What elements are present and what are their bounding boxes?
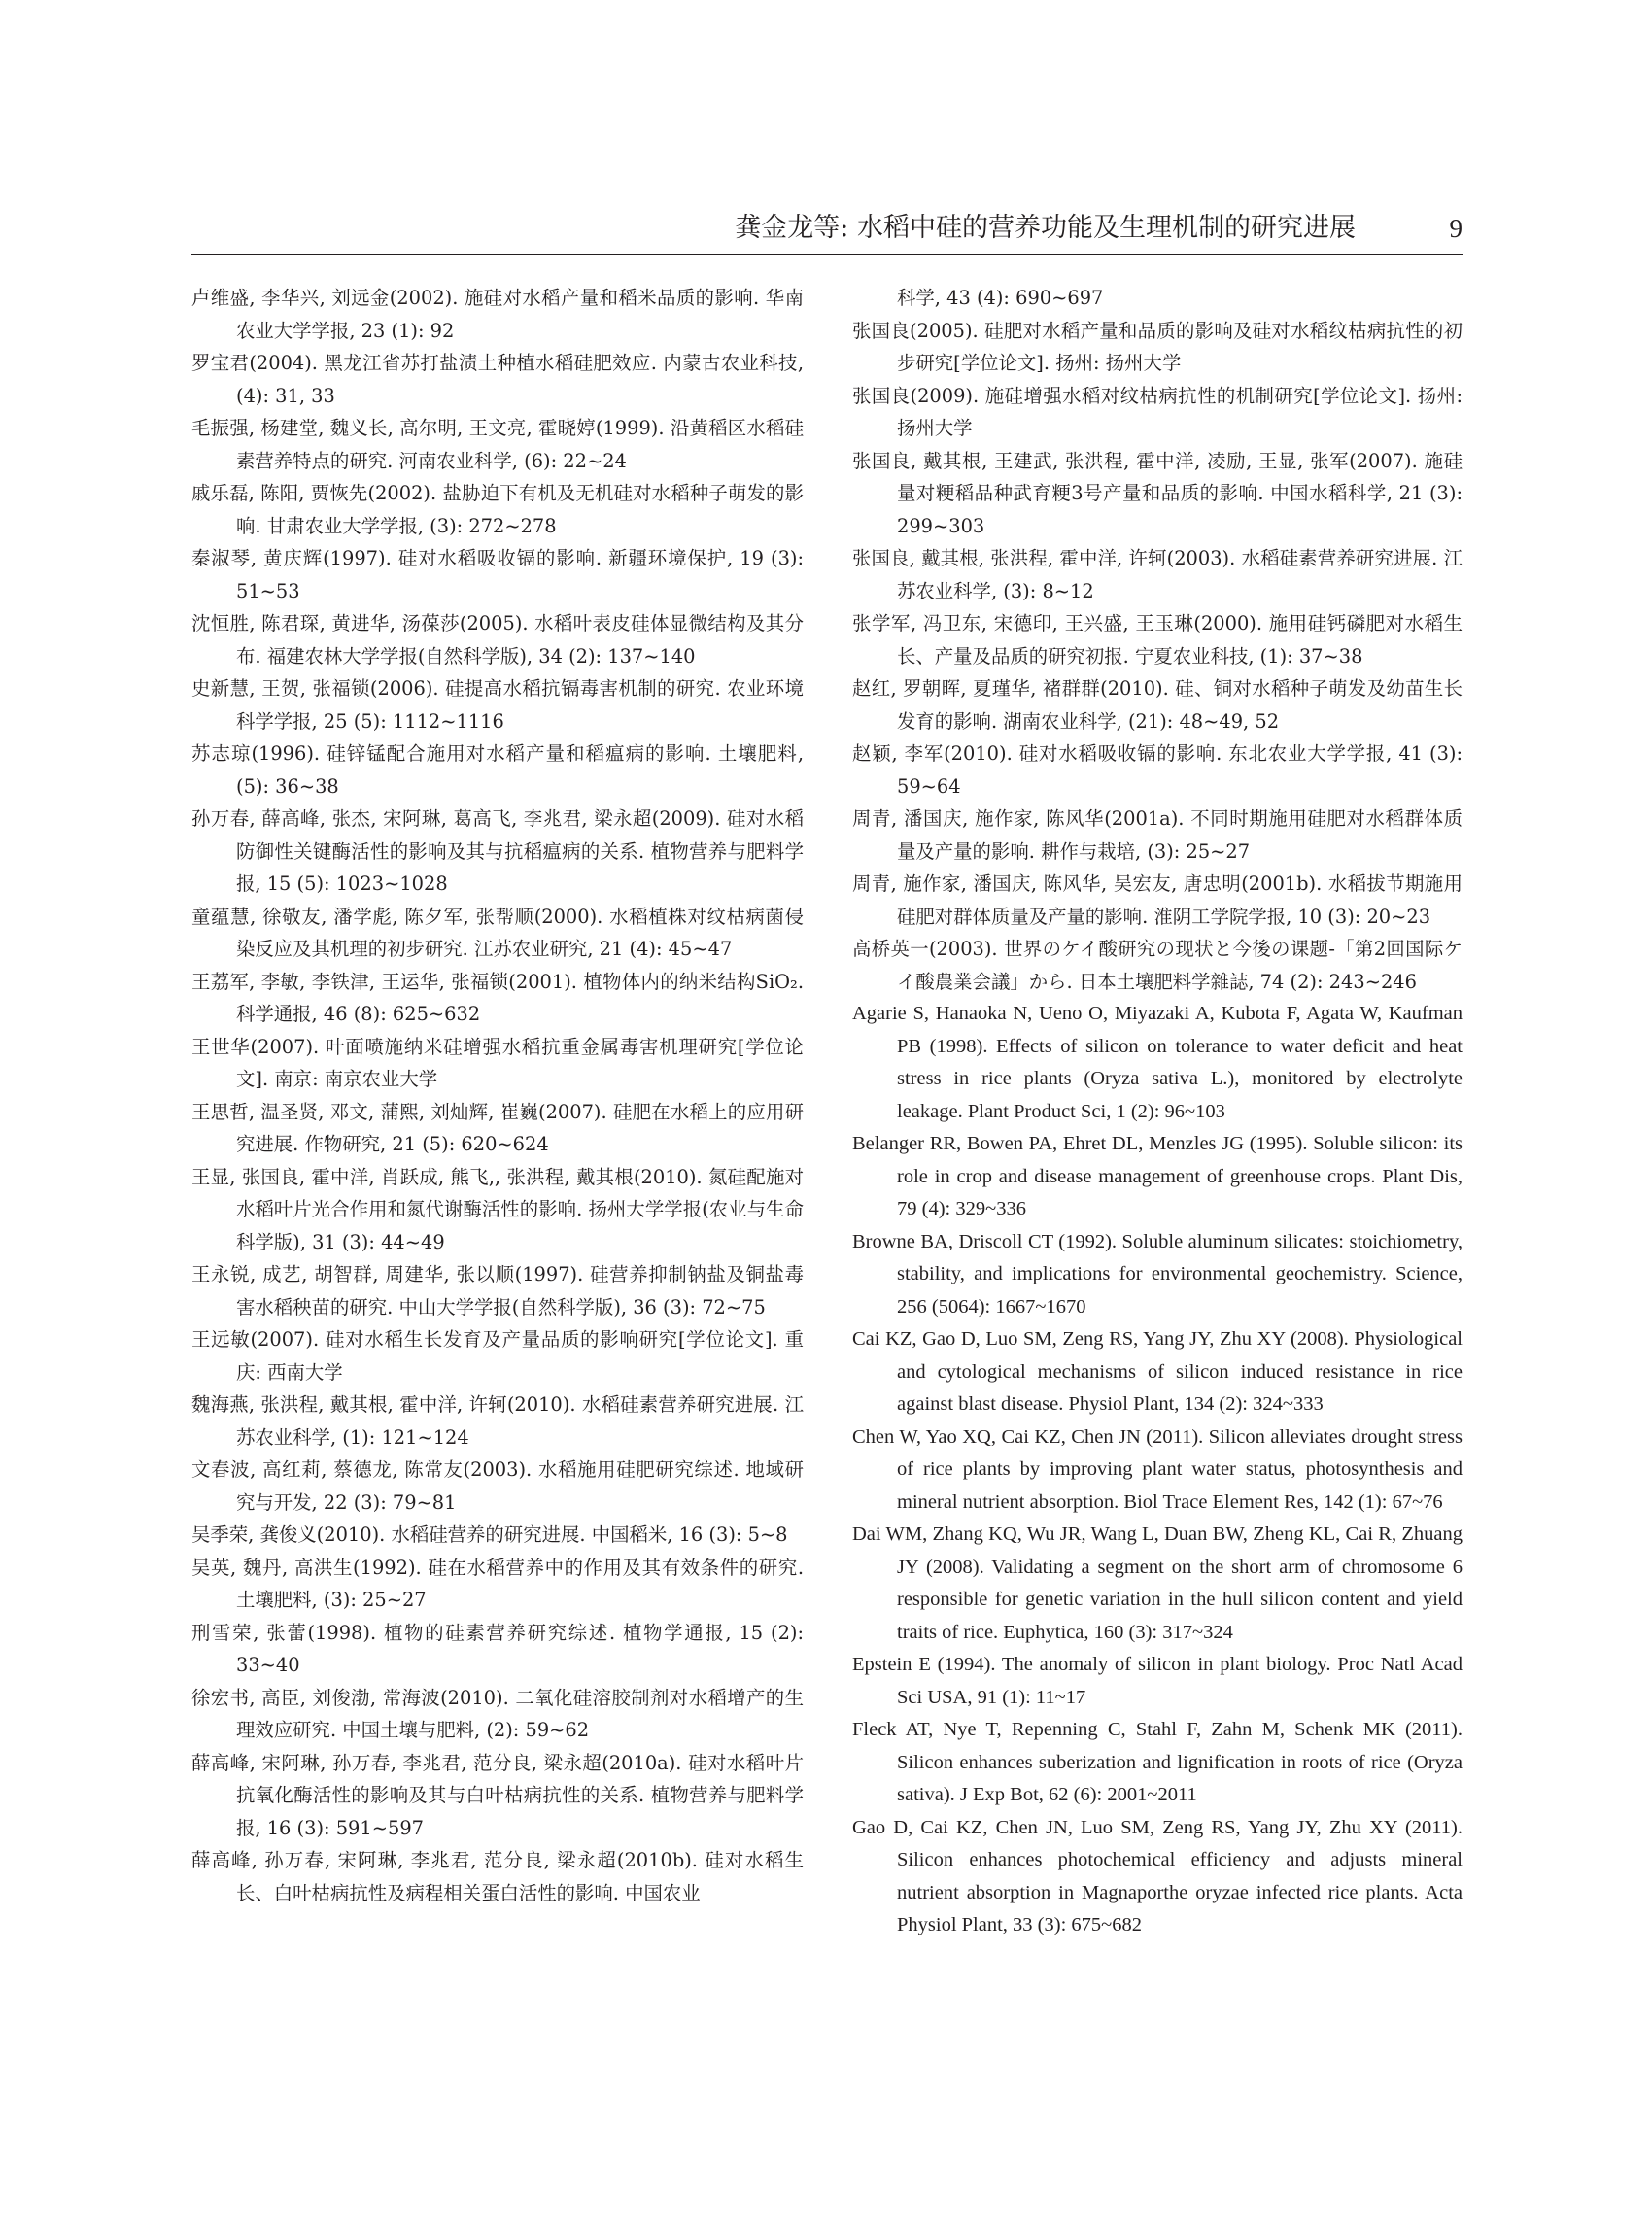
reference-entry: 苏志琼(1996). 硅锌锰配合施用对水稻产量和稻瘟病的影响. 土壤肥料, (5): 36~38 bbox=[191, 742, 804, 798]
reference-entry: 王世华(2007). 叶面喷施纳米硅增强水稻抗重金属毒害机理研究[学位论文]. 南京: 南京农业大学 bbox=[191, 1035, 804, 1090]
reference-entry: Dai WM, Zhang KQ, Wu JR, Wang L, Duan BW, Zheng KL, Cai R, Zhuang JY (2008). Validating a segment on the short arm of chromosome 6 responsible for genetic variation in the hull silicon content and yield traits of rice. Euphytica, 160 (3): 317~324 bbox=[852, 1524, 1463, 1643]
reference-continuation: 科学, 43 (4): 690~697 bbox=[897, 287, 1104, 309]
reference-entry: Gao D, Cai KZ, Chen JN, Luo SM, Zeng RS, Yang JY, Zhu XY (2011). Silicon enhances photochemical efficiency and adjusts mineral nutrient absorption in Magnaporthe oryzae infected rice plants. Acta Physiol Plant, 33 (3): 675~682 bbox=[852, 1816, 1463, 1935]
reference-entry: 周青, 潘国庆, 施作家, 陈风华(2001a). 不同时期施用硅肥对水稻群体质量及产量的影响. 耕作与栽培, (3): 25~27 bbox=[852, 807, 1463, 863]
reference-entry: 吴季荣, 龚俊义(2010). 水稻硅营养的研究进展. 中国稻米, 16 (3): 5~8 bbox=[191, 1524, 788, 1546]
reference-entry: 文春波, 高红莉, 蔡德龙, 陈常友(2003). 水稻施用硅肥研究综述. 地域研究与开发, 22 (3): 79~81 bbox=[191, 1458, 804, 1514]
reference-entry: 张国良, 戴其根, 张洪程, 霍中洋, 许轲(2003). 水稻硅素营养研究进展. 江苏农业科学, (3): 8~12 bbox=[852, 547, 1463, 602]
reference-entry: 毛振强, 杨建堂, 魏义长, 高尔明, 王文亮, 霍晓婷(1999). 沿黄稻区水稻硅素营养特点的研究. 河南农业科学, (6): 22~24 bbox=[191, 417, 804, 472]
reference-entry: 刑雪荣, 张蕾(1998). 植物的硅素营养研究综述. 植物学通报, 15 (2): 33~40 bbox=[191, 1621, 804, 1676]
reference-entry: 张国良, 戴其根, 王建武, 张洪程, 霍中洋, 凌励, 王显, 张军(2007). 施硅量对粳稻品种武育粳3号产量和品质的影响. 中国水稻科学, 21 (3): 299~303 bbox=[852, 449, 1463, 537]
reference-entry: 薛高峰, 孙万春, 宋阿琳, 李兆君, 范分良, 梁永超(2010b). 硅对水稻生长、白叶枯病抗性及病程相关蛋白活性的影响. 中国农业 bbox=[191, 1849, 804, 1904]
reference-entry: 张国良(2009). 施硅增强水稻对纹枯病抗性的机制研究[学位论文]. 扬州: 扬州大学 bbox=[852, 384, 1463, 439]
reference-entry: 王永锐, 成艺, 胡智群, 周建华, 张以顺(1997). 硅营养抑制钠盐及铜盐毒害水稻秧苗的研究. 中山大学学报(自然科学版), 36 (3): 72~75 bbox=[191, 1263, 804, 1318]
reference-entry: 戚乐磊, 陈阳, 贾恢先(2002). 盐胁迫下有机及无机硅对水稻种子萌发的影响. 甘肃农业大学学报, (3): 272~278 bbox=[191, 482, 804, 537]
reference-entry: 吴英, 魏丹, 高洪生(1992). 硅在水稻营养中的作用及其有效条件的研究. 土壤肥料, (3): 25~27 bbox=[191, 1556, 804, 1611]
reference-entry: 徐宏书, 高臣, 刘俊渤, 常海波(2010). 二氧化硅溶胶制剂对水稻增产的生理效应研究. 中国土壤与肥料, (2): 59~62 bbox=[191, 1686, 804, 1741]
references-right-column bbox=[852, 282, 1463, 1942]
running-title: 龚金龙等: 水稻中硅的营养功能及生理机制的研究进展 bbox=[735, 213, 1356, 243]
page-number: 9 bbox=[1449, 214, 1463, 243]
reference-entry: 王远敏(2007). 硅对水稻生长发育及产量品质的影响研究[学位论文]. 重庆: 西南大学 bbox=[191, 1328, 804, 1384]
reference-entry: 赵颖, 李军(2010). 硅对水稻吸收镉的影响. 东北农业大学学报, 41 (3): 59~64 bbox=[852, 742, 1463, 798]
reference-entry: Browne BA, Driscoll CT (1992). Soluble aluminum silicates: stoichiometry, stability, and implications for environmental geochemistry. Science, 256 (5064): 1667~1670 bbox=[852, 1230, 1463, 1318]
reference-entry: 王显, 张国良, 霍中洋, 肖跃成, 熊飞,, 张洪程, 戴其根(2010). 氮硅配施对水稻叶片光合作用和氮代谢酶活性的影响. 扬州大学学报(农业与生命科学版), 31 (3): 44~49 bbox=[191, 1165, 804, 1253]
reference-entry: 赵红, 罗朝晖, 夏瑾华, 褚群群(2010). 硅、铜对水稻种子萌发及幼苗生长发育的影响. 湖南农业科学, (21): 48~49, 52 bbox=[852, 677, 1463, 733]
reference-entry: 魏海燕, 张洪程, 戴其根, 霍中洋, 许轲(2010). 水稻硅素营养研究进展. 江苏农业科学, (1): 121~124 bbox=[191, 1393, 804, 1449]
reference-entry: Epstein E (1994). The anomaly of silicon in plant biology. Proc Natl Acad Sci USA, 91 (1): 11~17 bbox=[852, 1654, 1463, 1708]
reference-entry: Chen W, Yao XQ, Cai KZ, Chen JN (2011). Silicon alleviates drought stress of rice plants by improving plant water status, photosynthesis and mineral nutrient absorption. Biol Trace Element Res, 142 (1): 67~76 bbox=[852, 1425, 1463, 1513]
reference-entry: 周青, 施作家, 潘国庆, 陈风华, 吴宏友, 唐忠明(2001b). 水稻拔节期施用硅肥对群体质量及产量的影响. 淮阴工学院学报, 10 (3): 20~23 bbox=[852, 873, 1463, 928]
reference-entry: 秦淑琴, 黄庆辉(1997). 硅对水稻吸收镉的影响. 新疆环境保护, 19 (3): 51~53 bbox=[191, 547, 804, 602]
reference-entry: Cai KZ, Gao D, Luo SM, Zeng RS, Yang JY, Zhu XY (2008). Physiological and cytological mechanisms of silicon induced resistance in rice against blast disease. Physiol Plant, 134 (2): 324~333 bbox=[852, 1328, 1463, 1415]
reference-entry: 王思哲, 温圣贤, 邓文, 蒲熙, 刘灿辉, 崔巍(2007). 硅肥在水稻上的应用研究进展. 作物研究, 21 (5): 620~624 bbox=[191, 1100, 804, 1155]
reference-entry: 王荔军, 李敏, 李铁津, 王运华, 张福锁(2001). 植物体内的纳米结构SiO₂. 科学通报, 46 (8): 625~632 bbox=[191, 970, 804, 1025]
reference-entry: 沈恒胜, 陈君琛, 黄进华, 汤葆莎(2005). 水稻叶表皮硅体显微结构及其分布. 福建农林大学学报(自然科学版), 34 (2): 137~140 bbox=[191, 612, 804, 668]
reference-entry: Fleck AT, Nye T, Repenning C, Stahl F, Zahn M, Schenk MK (2011). Silicon enhances suberization and lignification in roots of rice (Oryza sativa). J Exp Bot, 62 (6): 2001~2011 bbox=[852, 1719, 1463, 1805]
reference-entry: 卢维盛, 李华兴, 刘远金(2002). 施硅对水稻产量和稻米品质的影响. 华南农业大学学报, 23 (1): 92 bbox=[191, 287, 804, 342]
reference-entry: 张国良(2005). 硅肥对水稻产量和品质的影响及硅对水稻纹枯病抗性的初步研究[学位论文]. 扬州: 扬州大学 bbox=[852, 319, 1463, 374]
reference-entry: 薛高峰, 宋阿琳, 孙万春, 李兆君, 范分良, 梁永超(2010a). 硅对水稻叶片抗氧化酶活性的影响及其与白叶枯病抗性的关系. 植物营养与肥料学报, 16 (3): 591~597 bbox=[191, 1751, 804, 1839]
running-header bbox=[191, 209, 1463, 255]
reference-entry: 罗宝君(2004). 黑龙江省苏打盐渍土种植水稻硅肥效应. 内蒙古农业科技, (4): 31, 33 bbox=[191, 352, 804, 407]
reference-entry: Belanger RR, Bowen PA, Ehret DL, Menzles JG (1995). Soluble silicon: its role in crop and disease management of greenhouse crops. Plant Dis, 79 (4): 329~336 bbox=[852, 1133, 1463, 1219]
reference-entry: 张学军, 冯卫东, 宋德印, 王兴盛, 王玉琳(2000). 施用硅钙磷肥对水稻生长、产量及品质的研究初报. 宁夏农业科技, (1): 37~38 bbox=[852, 612, 1463, 668]
references-left-column bbox=[191, 282, 804, 1909]
reference-entry: 高桥英一(2003). 世界のケイ酸研究の现状と今後の课题-「第2回国际ケイ酸農業会議」から. 日本土壤肥料学雜誌, 74 (2): 243~246 bbox=[852, 938, 1463, 993]
reference-entry: 孙万春, 薛高峰, 张杰, 宋阿琳, 葛高飞, 李兆君, 梁永超(2009). 硅对水稻防御性关键酶活性的影响及其与抗稻瘟病的关系. 植物营养与肥料学报, 15 (5): 1023~1028 bbox=[191, 807, 804, 895]
reference-entry: 童蕴慧, 徐敬友, 潘学彪, 陈夕军, 张帮顺(2000). 水稻植株对纹枯病菌侵染反应及其机理的初步研究. 江苏农业研究, 21 (4): 45~47 bbox=[191, 905, 804, 960]
reference-entry: 史新慧, 王贺, 张福锁(2006). 硅提高水稻抗镉毒害机制的研究. 农业环境科学学报, 25 (5): 1112~1116 bbox=[191, 677, 804, 733]
reference-entry: Agarie S, Hanaoka N, Ueno O, Miyazaki A, Kubota F, Agata W, Kaufman PB (1998). Effects of silicon on tolerance to water deficit and heat stress in rice plants (Oryza sativa L.), monitored by electrolyte leakage. Plant Product Sci, 1 (2): 96~103 bbox=[852, 1003, 1463, 1122]
